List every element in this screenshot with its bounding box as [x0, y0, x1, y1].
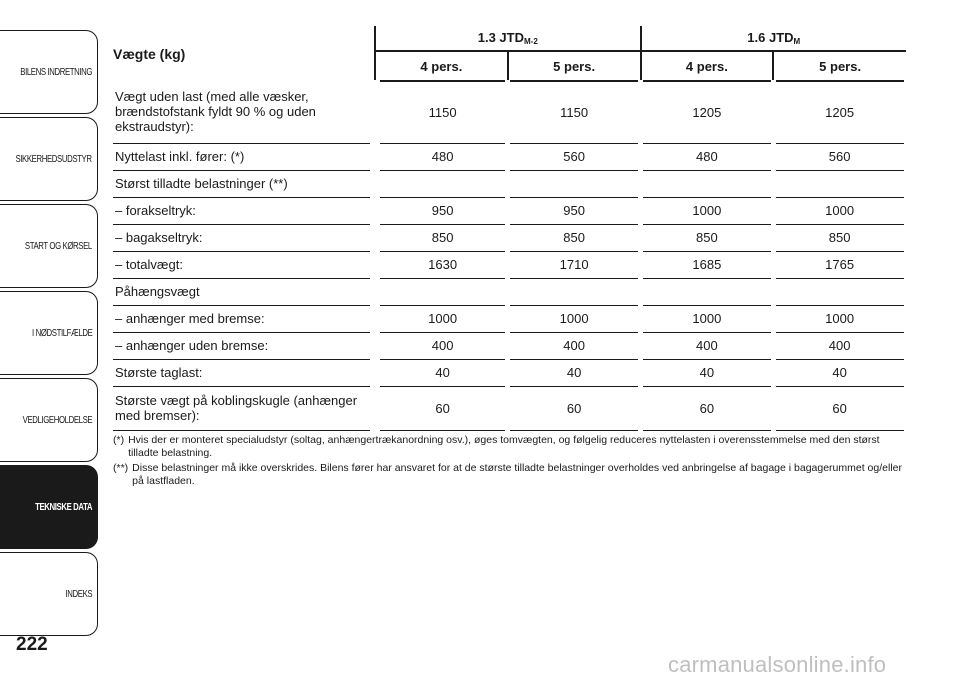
row-value: 1000	[773, 197, 906, 224]
table-row	[113, 170, 906, 197]
footnote	[113, 434, 903, 460]
table-row	[113, 386, 906, 430]
tab-label: I NØDSTILFÆLDE	[31, 327, 92, 339]
row-value: 1150	[508, 81, 641, 143]
row-value: 950	[508, 197, 641, 224]
tab-label: START OG KØRSEL	[25, 240, 92, 252]
chapter-tabs	[0, 0, 100, 686]
row-label: Største taglast:	[113, 359, 375, 386]
row-value: 1000	[375, 305, 508, 332]
tab-bilens-indretning[interactable]	[0, 30, 98, 114]
row-value: 480	[641, 143, 774, 170]
row-value	[508, 278, 641, 305]
row-value: 1685	[641, 251, 774, 278]
row-value: 1710	[508, 251, 641, 278]
row-value: 1000	[508, 305, 641, 332]
engine-group-header	[375, 26, 641, 51]
footnote-text: Hvis der er monteret specialudstyr (soltag, anhængertrækanordning osv.), øges tomvægten, og følgelig reduceres nyttelasten i overensstemmelse med den størst tilladte belastning.	[128, 434, 880, 459]
table-row	[113, 224, 906, 251]
row-value: 1205	[773, 81, 906, 143]
row-label: – bagakseltryk:	[113, 224, 375, 251]
row-value: 850	[375, 224, 508, 251]
tab-label: SIKKERHEDSUDSTYR	[15, 153, 92, 165]
engine-group-header	[641, 26, 907, 51]
table-row	[113, 81, 906, 143]
row-value: 400	[773, 332, 906, 359]
row-value	[773, 170, 906, 197]
row-value: 850	[773, 224, 906, 251]
footnote	[113, 462, 903, 488]
tab-label: TEKNISKE DATA	[34, 501, 92, 513]
table-row	[113, 332, 906, 359]
table-row	[113, 305, 906, 332]
row-value: 1000	[641, 197, 774, 224]
engine-subscript: M	[793, 37, 801, 46]
row-label: – anhænger uden bremse:	[113, 332, 375, 359]
row-label: Størst tilladte belastninger (**)	[113, 170, 375, 197]
page-number: 222	[16, 634, 48, 655]
engine-name: 1.6 JTD	[747, 30, 794, 45]
row-value: 40	[641, 359, 774, 386]
row-value: 400	[375, 332, 508, 359]
column-header: 4 pers.	[641, 51, 774, 81]
tab-tekniske-data[interactable]	[0, 465, 98, 549]
row-value: 1000	[773, 305, 906, 332]
watermark: carmanualsonline.info	[668, 652, 887, 677]
row-value: 60	[773, 386, 906, 430]
row-value: 1000	[641, 305, 774, 332]
row-value: 1765	[773, 251, 906, 278]
table-row	[113, 278, 906, 305]
row-value: 850	[508, 224, 641, 251]
row-value: 400	[508, 332, 641, 359]
column-header: 5 pers.	[508, 51, 641, 81]
row-value: 60	[508, 386, 641, 430]
row-value: 560	[508, 143, 641, 170]
tab-label: VEDLIGEHOLDELSE	[22, 414, 92, 426]
tab-i-nodstilfaelde[interactable]	[0, 291, 98, 375]
row-value: 1630	[375, 251, 508, 278]
table-row	[113, 251, 906, 278]
tab-start-og-korsel[interactable]	[0, 204, 98, 288]
row-value: 1150	[375, 81, 508, 143]
table-row	[113, 197, 906, 224]
tab-vedligeholdelse[interactable]	[0, 378, 98, 462]
row-value: 1205	[641, 81, 774, 143]
row-label: Påhængsvægt	[113, 278, 375, 305]
footnote-mark: (*)	[113, 434, 125, 446]
footnote-mark: (**)	[113, 462, 129, 474]
tab-indeks[interactable]	[0, 552, 98, 636]
row-value: 400	[641, 332, 774, 359]
table-row	[113, 143, 906, 170]
table-title-text: Vægte (kg)	[113, 45, 186, 62]
tab-label: INDEKS	[65, 588, 92, 600]
tab-label: BILENS INDRETNING	[20, 66, 92, 78]
row-value: 60	[641, 386, 774, 430]
column-header: 4 pers.	[375, 51, 508, 81]
row-value	[641, 278, 774, 305]
table-title	[113, 26, 375, 81]
row-value	[508, 170, 641, 197]
row-label: – anhænger med bremse:	[113, 305, 375, 332]
row-value	[773, 278, 906, 305]
row-value	[641, 170, 774, 197]
row-value: 480	[375, 143, 508, 170]
footnotes	[113, 434, 903, 490]
engine-name: 1.3 JTD	[477, 30, 524, 45]
row-value: 60	[375, 386, 508, 430]
row-label: – totalvægt:	[113, 251, 375, 278]
row-value: 560	[773, 143, 906, 170]
engine-subscript: M-2	[523, 37, 538, 46]
row-label: Nyttelast inkl. fører: (*)	[113, 143, 375, 170]
row-value: 40	[375, 359, 508, 386]
row-label: – forakseltryk:	[113, 197, 375, 224]
tab-sikkerhedsudstyr[interactable]	[0, 117, 98, 201]
footnote-text: Disse belastninger må ikke overskrides. Bilens fører har ansvaret for at de største tilladte belastninger overholdes ved anbringelse af bagage i bagagerummet og/eller på lastfladen.	[132, 462, 902, 487]
row-value: 850	[641, 224, 774, 251]
row-value	[375, 170, 508, 197]
row-value: 950	[375, 197, 508, 224]
row-value: 40	[773, 359, 906, 386]
row-label: Største vægt på koblingskugle (anhænger med bremser):	[113, 386, 375, 430]
row-label: Vægt uden last (med alle væsker, brændstofstank fyldt 90 % og uden ekstraudstyr):	[113, 81, 375, 143]
column-header: 5 pers.	[773, 51, 906, 81]
row-value: 40	[508, 359, 641, 386]
weights-table-container	[113, 26, 906, 431]
table-row	[113, 359, 906, 386]
weights-table	[113, 26, 909, 431]
row-value	[375, 278, 508, 305]
